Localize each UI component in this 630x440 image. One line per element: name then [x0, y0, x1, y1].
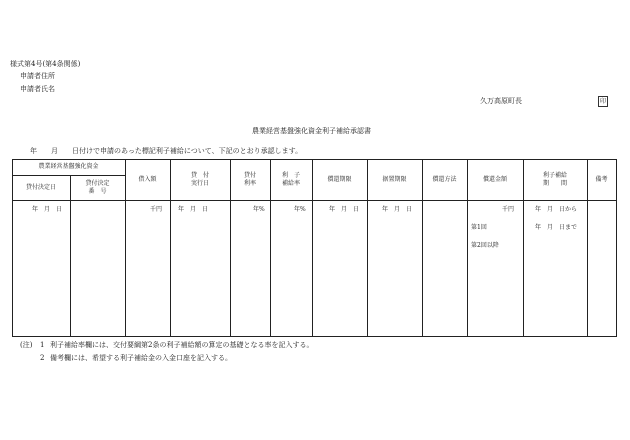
cell-subsidy-from: 年 月 日から	[535, 206, 578, 213]
applicant-name-label: 申請者氏名	[20, 85, 55, 93]
issuer-name: 久万高原町長	[480, 97, 522, 105]
cell-repayment-amount-unit: 千円	[502, 206, 515, 213]
header-decision-date: 貸付決定日	[25, 184, 56, 191]
cell-loan-amount-unit: 千円	[150, 206, 163, 213]
header-repayment-period: 償還期限	[327, 176, 352, 183]
applicant-address-label: 申請者住所	[20, 72, 55, 80]
note-2-number: 2	[40, 354, 45, 362]
header-loan-amount: 借入額	[138, 176, 157, 183]
header-exec-date-line2: 実行日	[190, 180, 209, 187]
header-remarks: 備考	[595, 176, 608, 183]
header-subsidy-period-line2: 期 間	[542, 180, 567, 187]
cell-subsidy-to: 年 月 日まで	[535, 224, 578, 231]
intro-text: 年 月 日付けで申請のあった標記利子補給について、下記のとおり承認します。	[30, 147, 303, 155]
header-subsidy-rate-line2: 補給率	[281, 180, 300, 187]
cell-grace-period: 年 月 日	[382, 206, 413, 213]
note-2-text: 備考欄には、希望する利子補給金の入金口座を記入する。	[50, 354, 232, 362]
cell-second-installment: 第2回以降	[471, 242, 499, 249]
header-loan-fund-group: 農業経営基盤強化資金	[38, 163, 99, 170]
header-repayment-method: 償還方法	[432, 176, 457, 183]
notes-label: (注)	[20, 341, 33, 349]
cell-loan-rate: 年%	[253, 206, 265, 213]
header-exec-date-line1: 貸 付	[190, 172, 209, 179]
document-title: 農業経営基盤強化資金利子補給承認書	[252, 127, 371, 135]
form-number: 様式第4号(第4条関係)	[10, 60, 81, 68]
header-decision-number-line1: 貸付決定	[85, 180, 110, 187]
header-loan-rate-line2: 利率	[243, 180, 256, 187]
cell-repayment-period: 年 月 日	[329, 206, 360, 213]
note-1-text: 利子補給率欄には、交付要綱第2条の利子補給額の算定の基礎となる率を記入する。	[50, 341, 314, 349]
header-grace-period: 据置期限	[382, 176, 407, 183]
cell-decision-date: 年 月 日	[32, 206, 63, 213]
header-repayment-amount: 償還金額	[482, 176, 507, 183]
cell-exec-date: 年 月 日	[178, 206, 209, 213]
cell-subsidy-rate: 年%	[294, 206, 306, 213]
cell-first-installment: 第1回	[471, 224, 487, 231]
note-1-number: 1	[40, 341, 45, 349]
header-subsidy-rate-line1: 利 子	[281, 172, 300, 179]
header-loan-rate-line1: 貸付	[243, 172, 256, 179]
header-subsidy-period-line1: 利子補給	[542, 172, 567, 179]
header-decision-number-line2: 番 号	[88, 188, 107, 195]
seal-box: 印	[599, 98, 606, 105]
